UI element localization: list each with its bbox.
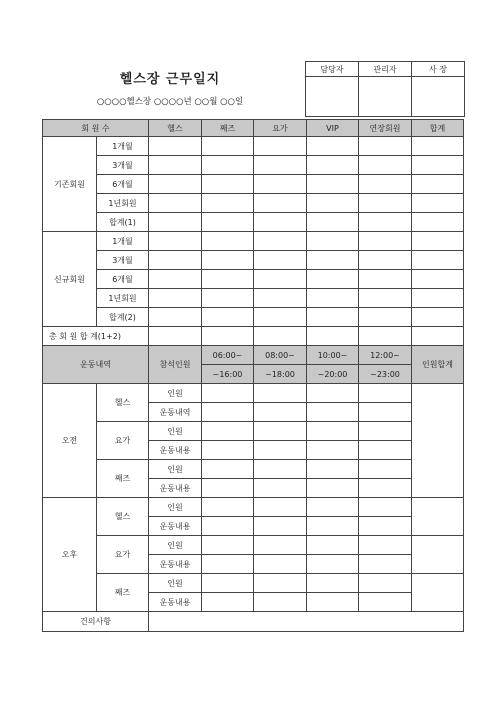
program-label: 째즈 [97,574,149,612]
new-row-label: 1개월 [97,232,149,251]
input-cell[interactable] [254,536,307,555]
input-cell[interactable] [202,308,254,327]
program-row-label: 운동내용 [149,593,202,612]
program-row-label: 인원 [149,422,202,441]
members-header-col: 연장회원 [359,120,412,137]
input-cell[interactable] [359,232,412,251]
input-cell[interactable] [202,422,254,441]
input-cell[interactable] [254,289,307,308]
input-cell[interactable] [359,175,412,194]
input-cell[interactable] [254,327,307,346]
input-cell[interactable] [359,156,412,175]
input-cell[interactable] [359,213,412,232]
input-cell[interactable] [149,308,202,327]
input-cell[interactable] [254,441,307,460]
input-cell[interactable] [149,156,202,175]
input-cell[interactable] [412,289,464,308]
input-cell[interactable] [307,517,359,536]
members-header-col: 합계 [412,120,464,137]
input-cell[interactable] [149,251,202,270]
program-row-label: 운동내용 [149,479,202,498]
input-cell[interactable] [254,194,307,213]
time-slot-end: ~16:00 [202,365,254,384]
exercise-label: 운동내역 [43,346,149,384]
input-cell[interactable] [149,137,202,156]
time-slot-end: ~20:00 [307,365,359,384]
input-cell[interactable] [254,308,307,327]
input-cell[interactable] [254,517,307,536]
input-cell[interactable] [412,251,464,270]
existing-row-label: 1년회원 [97,194,149,213]
input-cell[interactable] [202,175,254,194]
worklog-table [42,119,464,632]
existing-row-label: 3개월 [97,156,149,175]
input-cell[interactable] [307,536,359,555]
program-label: 헬스 [97,384,149,422]
attendees-label: 참석인원 [149,346,202,384]
input-cell[interactable] [202,498,254,517]
input-cell[interactable] [149,175,202,194]
input-cell[interactable] [149,327,202,346]
input-cell[interactable] [359,574,412,593]
input-cell[interactable] [307,555,359,574]
input-cell[interactable] [149,194,202,213]
input-cell[interactable] [359,308,412,327]
input-cell[interactable] [359,441,412,460]
time-slot-end: ~18:00 [254,365,307,384]
existing-row-label: 6개월 [97,175,149,194]
total-attendees-label: 인원합계 [412,346,464,384]
input-cell[interactable] [307,213,359,232]
afternoon-session-label: 오후 [43,498,97,612]
total-attendees-cell[interactable] [412,574,464,612]
program-row-label: 인원 [149,536,202,555]
input-cell[interactable] [307,441,359,460]
input-cell[interactable] [307,156,359,175]
total-attendees-cell[interactable] [412,498,464,536]
approval-label-president: 사 장 [412,62,465,77]
input-cell[interactable] [202,327,254,346]
approval-sign-manager[interactable] [306,77,359,117]
input-cell[interactable] [254,213,307,232]
input-cell[interactable] [412,327,464,346]
input-cell[interactable] [307,232,359,251]
input-cell[interactable] [412,137,464,156]
program-row-label: 인원 [149,460,202,479]
time-slot-end: ~23:00 [359,365,412,384]
members-header-col: 째즈 [202,120,254,137]
input-cell[interactable] [202,441,254,460]
input-cell[interactable] [202,574,254,593]
input-cell[interactable] [202,156,254,175]
input-cell[interactable] [412,213,464,232]
input-cell[interactable] [202,593,254,612]
approval-sign-president[interactable] [412,77,465,117]
input-cell[interactable] [412,232,464,251]
input-cell[interactable] [202,555,254,574]
approval-box [305,61,465,117]
input-cell[interactable] [359,327,412,346]
members-header-col: VIP [307,120,359,137]
total-members-label: 총 회 원 합 계(1+2) [43,327,149,346]
input-cell[interactable] [254,403,307,422]
input-cell[interactable] [359,403,412,422]
input-cell[interactable] [307,403,359,422]
input-cell[interactable] [307,137,359,156]
input-cell[interactable] [359,137,412,156]
input-cell[interactable] [307,479,359,498]
time-slot-start: 10:00~ [307,346,359,365]
input-cell[interactable] [307,194,359,213]
program-row-label: 운동내용 [149,441,202,460]
time-slot-start: 06:00~ [202,346,254,365]
input-cell[interactable] [149,289,202,308]
input-cell[interactable] [307,460,359,479]
program-label: 헬스 [97,498,149,536]
input-cell[interactable] [307,175,359,194]
input-cell[interactable] [202,213,254,232]
input-cell[interactable] [202,536,254,555]
time-slot-start: 08:00~ [254,346,307,365]
approval-sign-supervisor[interactable] [359,77,412,117]
input-cell[interactable] [254,251,307,270]
input-cell[interactable] [359,270,412,289]
existing-members-label: 기존회원 [43,137,97,232]
input-cell[interactable] [254,384,307,403]
input-cell[interactable] [254,156,307,175]
input-cell[interactable] [149,232,202,251]
input-cell[interactable] [307,308,359,327]
input-cell[interactable] [307,251,359,270]
input-cell[interactable] [307,384,359,403]
input-cell[interactable] [359,517,412,536]
program-label: 째즈 [97,460,149,498]
input-cell[interactable] [202,232,254,251]
input-cell[interactable] [254,270,307,289]
input-cell[interactable] [254,232,307,251]
input-cell[interactable] [149,213,202,232]
members-header-col: 요가 [254,120,307,137]
input-cell[interactable] [359,422,412,441]
input-cell[interactable] [254,498,307,517]
input-cell[interactable] [149,270,202,289]
input-cell[interactable] [254,574,307,593]
input-cell[interactable] [359,194,412,213]
input-cell[interactable] [412,156,464,175]
program-row-label: 운동내역 [149,403,202,422]
input-cell[interactable] [412,308,464,327]
existing-row-label: 합계(1) [97,213,149,232]
input-cell[interactable] [359,555,412,574]
input-cell[interactable] [254,593,307,612]
input-cell[interactable] [202,517,254,536]
input-cell[interactable] [359,479,412,498]
suggestions-label: 건의사항 [43,612,149,632]
input-cell[interactable] [202,137,254,156]
time-slot-start: 12:00~ [359,346,412,365]
input-cell[interactable] [359,384,412,403]
input-cell[interactable] [307,498,359,517]
program-row-label: 인원 [149,384,202,403]
input-cell[interactable] [254,460,307,479]
input-cell[interactable] [359,251,412,270]
input-cell[interactable] [359,536,412,555]
input-cell[interactable] [359,498,412,517]
new-row-label: 합계(2) [97,308,149,327]
page-subtitle: ○○○○헬스장 ○○○○년 ○○월 ○○일 [96,97,244,107]
input-cell[interactable] [202,384,254,403]
total-attendees-cell[interactable] [412,384,464,498]
morning-session-label: 오전 [43,384,97,498]
page-title: 헬스장 근무일지 [119,72,221,87]
program-row-label: 운동내용 [149,555,202,574]
input-cell[interactable] [307,593,359,612]
input-cell[interactable] [254,137,307,156]
input-cell[interactable] [202,289,254,308]
input-cell[interactable] [359,289,412,308]
input-cell[interactable] [202,251,254,270]
input-cell[interactable] [412,194,464,213]
input-cell[interactable] [307,327,359,346]
input-cell[interactable] [254,175,307,194]
new-row-label: 3개월 [97,251,149,270]
input-cell[interactable] [202,403,254,422]
approval-label-manager: 담당자 [306,62,359,77]
input-cell[interactable] [307,289,359,308]
program-label: 요가 [97,536,149,574]
members-header-label: 회 원 수 [43,120,149,137]
suggestions-field[interactable] [149,612,464,632]
input-cell[interactable] [412,175,464,194]
total-attendees-cell[interactable] [412,536,464,574]
input-cell[interactable] [307,422,359,441]
input-cell[interactable] [254,422,307,441]
members-header-col: 헬스 [149,120,202,137]
program-label: 요가 [97,422,149,460]
input-cell[interactable] [307,574,359,593]
approval-label-supervisor: 관리자 [359,62,412,77]
input-cell[interactable] [412,270,464,289]
new-row-label: 6개월 [97,270,149,289]
new-row-label: 1년회원 [97,289,149,308]
input-cell[interactable] [307,270,359,289]
input-cell[interactable] [359,460,412,479]
input-cell[interactable] [202,194,254,213]
input-cell[interactable] [254,555,307,574]
input-cell[interactable] [202,479,254,498]
input-cell[interactable] [202,270,254,289]
new-members-label: 신규회원 [43,232,97,327]
input-cell[interactable] [254,479,307,498]
program-row-label: 운동내용 [149,517,202,536]
program-row-label: 인원 [149,574,202,593]
existing-row-label: 1개월 [97,137,149,156]
program-row-label: 인원 [149,498,202,517]
input-cell[interactable] [359,593,412,612]
input-cell[interactable] [202,460,254,479]
